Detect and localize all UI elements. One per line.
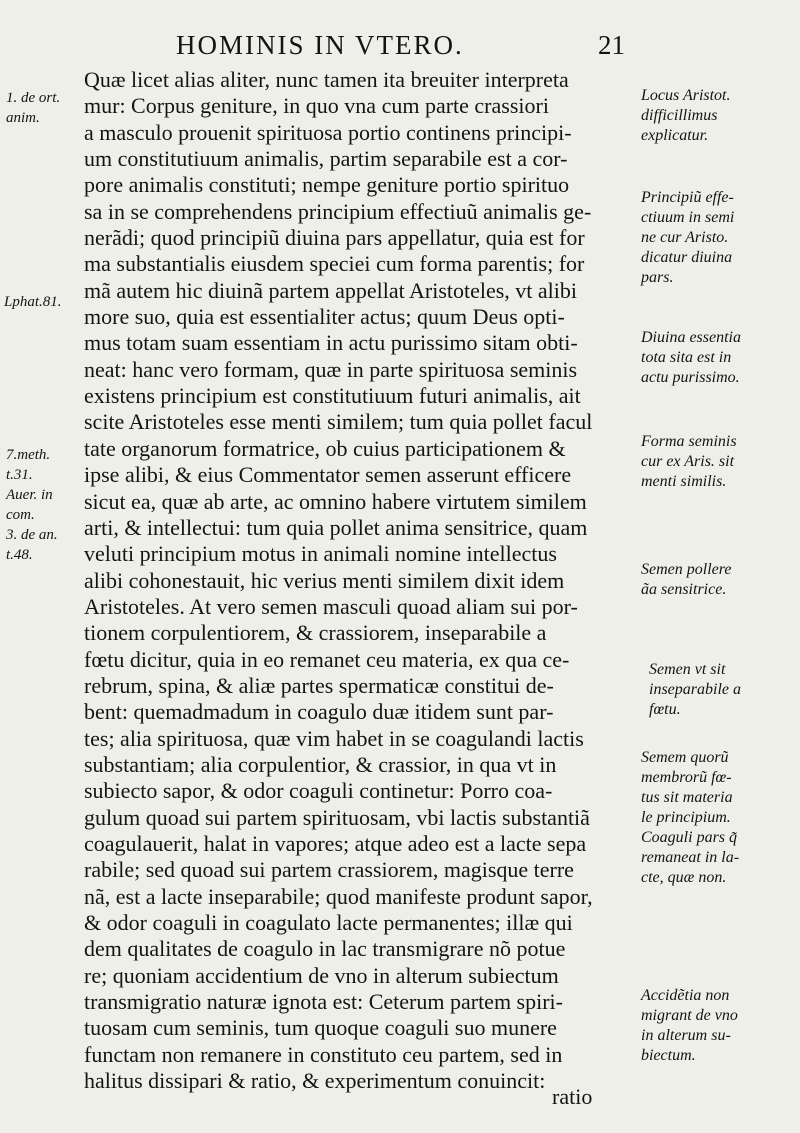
marginal-gloss [641, 86, 731, 146]
text-line: um constitutiuum animalis, partim separabile est a cor- [84, 146, 568, 172]
text-line: subiecto sapor, & odor coaguli continetur: Porro coa- [84, 778, 553, 804]
marginal-gloss [641, 188, 734, 288]
text-line: rabile; sed quoad sui partem crassiorem, magisque terre [84, 857, 574, 883]
text-line: sicut ea, quæ ab arte, ac omnino habere virtutem similem [84, 488, 587, 514]
gloss-line: Accidẽtia non [641, 987, 730, 1004]
text-line: tes; alia spirituosa, quæ vim habet in se coagulandi lactis [84, 725, 584, 751]
gloss-line: cte, quæ non. [641, 869, 727, 886]
gloss-line: t.31. [6, 467, 33, 483]
gloss-line: Principiũ effe- [641, 189, 734, 206]
text-line: more suo, quia est essentialiter actus; quum Deus opti- [84, 304, 565, 330]
gloss-line: ne cur Aristo. [641, 229, 729, 246]
gloss-line: Diuina essentia [641, 329, 741, 346]
text-line: mur: Corpus geniture, in quo vna cum parte crassiori [84, 93, 549, 119]
gloss-line: tota sita est in [641, 349, 732, 366]
gloss-line: Semen pollere [641, 561, 732, 578]
gloss-line: cur ex Aris. sit [641, 453, 735, 470]
marginal-gloss [641, 748, 733, 828]
gloss-line: ctiuum in semi [641, 209, 735, 226]
text-line: tuosam cum seminis, tum quoque coaguli suo munere [84, 1015, 557, 1041]
text-line: & odor coaguli in coagulato lacte permanentes; illæ qui [84, 910, 573, 935]
margin-reference [6, 88, 60, 128]
margin-reference [6, 445, 58, 565]
gloss-line: tus sit materia [641, 789, 733, 806]
gloss-line: explicatur. [641, 127, 709, 144]
gloss-line: Lphat.81. [4, 294, 62, 310]
margin-reference [4, 292, 62, 312]
text-line: tionem corpulentiorem, & crassiorem, inseparabile a [84, 620, 547, 646]
gloss-line: biectum. [641, 1047, 696, 1064]
text-line: alibi cohonestauit, hic verius menti similem dixit idem [84, 567, 565, 593]
text-line: a masculo prouenit spirituosa portio continens principi- [84, 119, 572, 145]
text-line: ipse alibi, & eius Commentator semen asserunt efficere [84, 462, 572, 488]
text-line: neat: hanc vero formam, quæ in parte spirituosa seminis [84, 356, 578, 382]
text-line: mus totam suam essentiam in actu purissimo sitam obti- [84, 330, 578, 356]
gloss-line: Locus Aristot. [641, 87, 731, 104]
text-line: dem qualitates de coagulo in lac transmigrare nõ potue [84, 936, 566, 962]
running-title: HOMINIS IN VTERO. [176, 30, 464, 60]
marginal-gloss [641, 432, 737, 492]
text-line: Quæ licet alias aliter, nunc tamen ita breuiter interpreta [84, 67, 569, 92]
gloss-line: le principium. [641, 809, 731, 826]
text-line: halitus dissipari & ratio, & experimentum conuincit: [84, 1068, 546, 1094]
gloss-line: Auer. in [6, 487, 53, 503]
gloss-line: 1. de ort. [6, 90, 61, 106]
gloss-line: actu purissimo. [641, 369, 740, 386]
marginal-gloss [641, 560, 731, 600]
marginal-gloss [641, 328, 741, 388]
running-header [0, 24, 800, 64]
gloss-line: migrant de vno [641, 1007, 738, 1024]
text-line: existens principium est constitutiuum futuri animalis, ait [84, 383, 581, 409]
gloss-line: in alterum su- [641, 1027, 731, 1044]
gloss-line: Semem quorũ [641, 749, 729, 766]
text-line: re; quoniam accidentium de vno in alterum subiectum [84, 962, 559, 988]
text-line: coagulauerit, halat in vapores; atque adeo est a lacte sepa [84, 830, 587, 856]
text-line: tate organorum formatrice, ob cuius participationem & [84, 435, 566, 461]
marginal-gloss [641, 828, 739, 888]
text-line: gulum quoad sui partem spirituosam, vbi lactis substantiã [84, 804, 590, 830]
text-line: pore animalis constituti; nempe geniture portio spirituo [84, 172, 570, 198]
gloss-line: menti similis. [641, 473, 727, 490]
gloss-line: inseparabile a [649, 681, 741, 698]
gloss-line: Coaguli pars q̃ [641, 829, 738, 846]
gloss-line: membrorũ fœ- [641, 769, 732, 786]
text-line: substantiam; alia corpulentior, & crassior, in qua vt in [84, 751, 557, 777]
gloss-line: ãa sensitrice. [641, 581, 727, 598]
text-line: mã autem hic diuinã partem appellat Aristoteles, vt alibi [84, 277, 578, 303]
text-line: nerãdi; quod principiũ diuina pars appellatur, quia est for [84, 225, 585, 251]
text-line: bent: quemadmadum in coagulo duæ itidem sunt par- [84, 699, 554, 725]
main-text-block [84, 67, 634, 1094]
gloss-line: Semen vt sit [649, 661, 726, 678]
gloss-line: t.48. [6, 547, 33, 563]
text-line: nã, est a lacte inseparabile; quod manifeste produnt sapor, [84, 883, 593, 909]
gloss-line: remaneat in la- [641, 849, 740, 866]
text-line: veluti principium motus in animali nomine intellectus [84, 541, 557, 567]
text-line: transmigratio naturæ ignota est: Ceterum partem spiri- [84, 989, 563, 1015]
text-line: Aristoteles. At vero semen masculi quoad aliam sui por- [84, 593, 578, 619]
gloss-line: com. [6, 507, 35, 523]
gloss-line: anim. [6, 110, 40, 126]
gloss-line: fœtu. [649, 701, 681, 718]
text-line: ma substantialis eiusdem speciei cum forma parentis; for [84, 251, 585, 277]
marginal-gloss [649, 660, 741, 720]
gloss-line: pars. [641, 269, 674, 286]
gloss-line: dicatur diuina [641, 249, 733, 266]
text-line: functam non remanere in constituto ceu partem, sed in [84, 1041, 563, 1067]
gloss-line: 3. de an. [6, 527, 58, 543]
text-line: rebrum, spina, & aliæ partes spermaticæ constitui de- [84, 672, 554, 698]
gloss-line: 7.meth. [6, 447, 51, 463]
gloss-line: Forma seminis [641, 433, 737, 450]
marginal-gloss [641, 986, 738, 1066]
text-line: fœtu dicitur, quia in eo remanet ceu materia, ex qua ce- [84, 646, 570, 672]
catchword: ratio [552, 1084, 593, 1109]
text-line: sa in se comprehendens principium effectiuũ animalis ge- [84, 198, 592, 224]
page-number: 21 [598, 30, 625, 60]
gloss-line: difficillimus [641, 107, 718, 124]
text-line: scite Aristoteles esse menti similem; tum quia pollet facul [84, 409, 593, 435]
text-line: arti, & intellectui: tum quia pollet anima sensitrice, quam [84, 514, 588, 540]
